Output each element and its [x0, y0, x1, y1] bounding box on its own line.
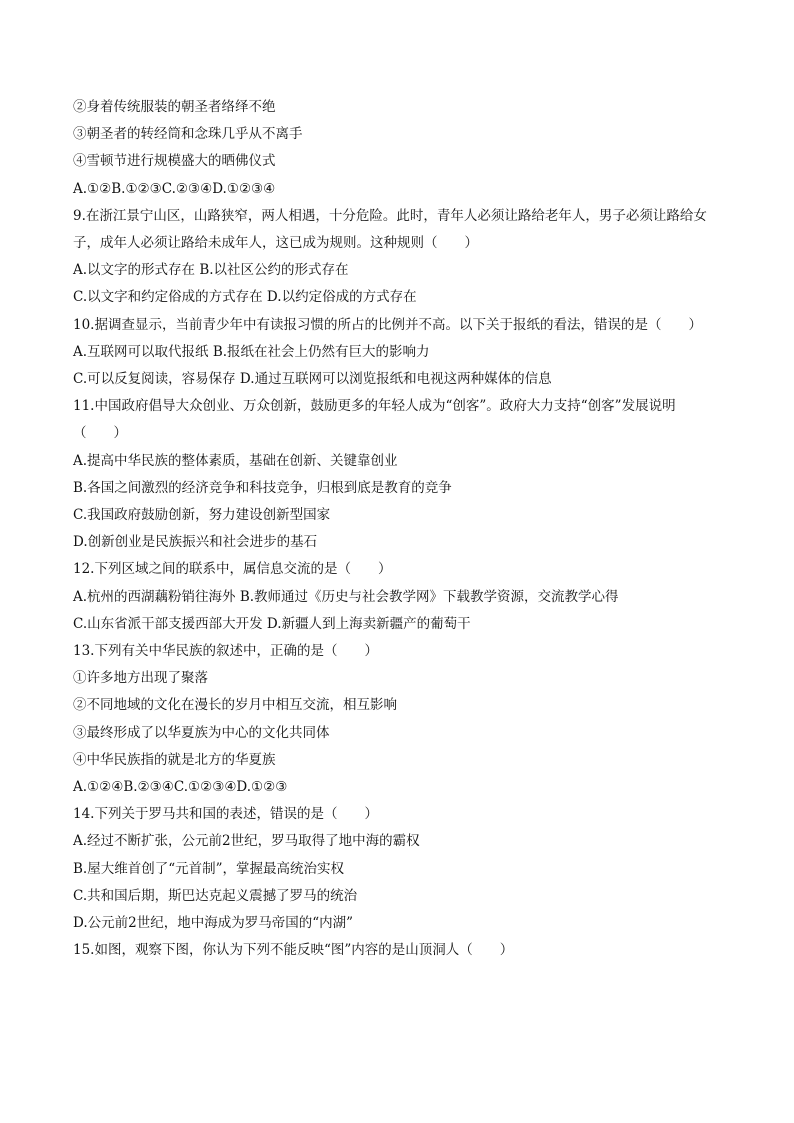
question-15-stem: 15.如图，观察下图，你认为下列不能反映“图”内容的是山顶洞人（ ） — [73, 942, 514, 959]
answer-choice: D.公元前2世纪，地中海成为罗马帝国的“内湖” — [73, 915, 354, 932]
answer-choice: A.提高中华民族的整体素质，基础在创新、关键靠创业 — [73, 452, 398, 469]
answer-choice: B.屋大维首创了“元首制”，掌握最高统治实权 — [73, 860, 345, 877]
question-11-stem: 11.中国政府倡导大众创业、万众创新，鼓励更多的年轻人成为“创客”。政府大力支持“创客”发展说明 — [73, 398, 676, 415]
answer-choice: C.我国政府鼓励创新，努力建设创新型国家 — [73, 507, 331, 524]
question-11-stem-cont: （ ） — [73, 425, 127, 442]
question-text-block — [73, 94, 733, 965]
option-line: ③最终形成了以华夏族为中心的文化共同体 — [73, 724, 330, 741]
question-10-stem: 10.据调查显示，当前青少年中有读报习惯的所占的比例并不高。以下关于报纸的看法，错误的是（ ） — [73, 316, 702, 333]
option-line: ②身着传统服装的朝圣者络绎不绝 — [73, 99, 276, 115]
question-12-stem: 12.下列区域之间的联系中，属信息交流的是（ ） — [73, 561, 392, 578]
answer-choices: A.杭州的西湖藕粉销往海外 B.教师通过《历史与社会教学网》下载教学资源，交流教学心得 — [73, 588, 619, 605]
option-line: ④中华民族指的就是北方的华夏族 — [73, 751, 276, 768]
option-line: ②不同地域的文化在漫长的岁月中相互交流，相互影响 — [73, 697, 397, 714]
answer-choices: C.可以反复阅读，容易保存 D.通过互联网可以浏览报纸和电视这两种媒体的信息 — [73, 371, 552, 388]
answer-choices: A.①②B.①②③C.②③④D.①②③④ — [73, 180, 276, 197]
answer-choice: A.经过不断扩张，公元前2世纪，罗马取得了地中海的霸权 — [73, 833, 420, 850]
question-9-stem-cont: 子，成年人必须让路给未成年人，这已成为规则。这种规则（ ） — [73, 235, 478, 252]
question-13-stem: 13.下列有关中华民族的叙述中，正确的是（ ） — [73, 643, 378, 660]
option-line: ③朝圣者的转经筒和念珠几乎从不离手 — [73, 126, 303, 143]
answer-choice: B.各国之间激烈的经济竞争和科技竞争，归根到底是教育的竞争 — [73, 479, 452, 496]
option-line: ①许多地方出现了聚落 — [73, 670, 208, 687]
answer-choice: D.创新创业是民族振兴和社会进步的基石 — [73, 534, 318, 551]
question-9-stem: 9.在浙江景宁山区，山路狭窄，两人相遇，十分危险。此时，青年人必须让路给老年人，男子必须让路给女 — [73, 207, 707, 224]
answer-choices: A.互联网可以取代报纸 B.报纸在社会上仍然有巨大的影响力 — [73, 343, 430, 360]
option-line: ④雪顿节进行规模盛大的晒佛仪式 — [73, 153, 276, 170]
question-14-stem: 14.下列关于罗马共和国的表述，错误的是（ ） — [73, 806, 378, 823]
answer-choice: C.共和国后期，斯巴达克起义震撼了罗马的统治 — [73, 887, 358, 904]
answer-choices: A.以文字的形式存在 B.以社区公约的形式存在 — [73, 262, 349, 279]
answer-choices: C.山东省派干部支援西部大开发 D.新疆人到上海卖新疆产的葡萄干 — [73, 615, 471, 632]
answer-choices: C.以文字和约定俗成的方式存在 D.以约定俗成的方式存在 — [73, 289, 417, 306]
answer-choices: A.①②④B.②③④C.①②③④D.①②③ — [73, 779, 288, 796]
